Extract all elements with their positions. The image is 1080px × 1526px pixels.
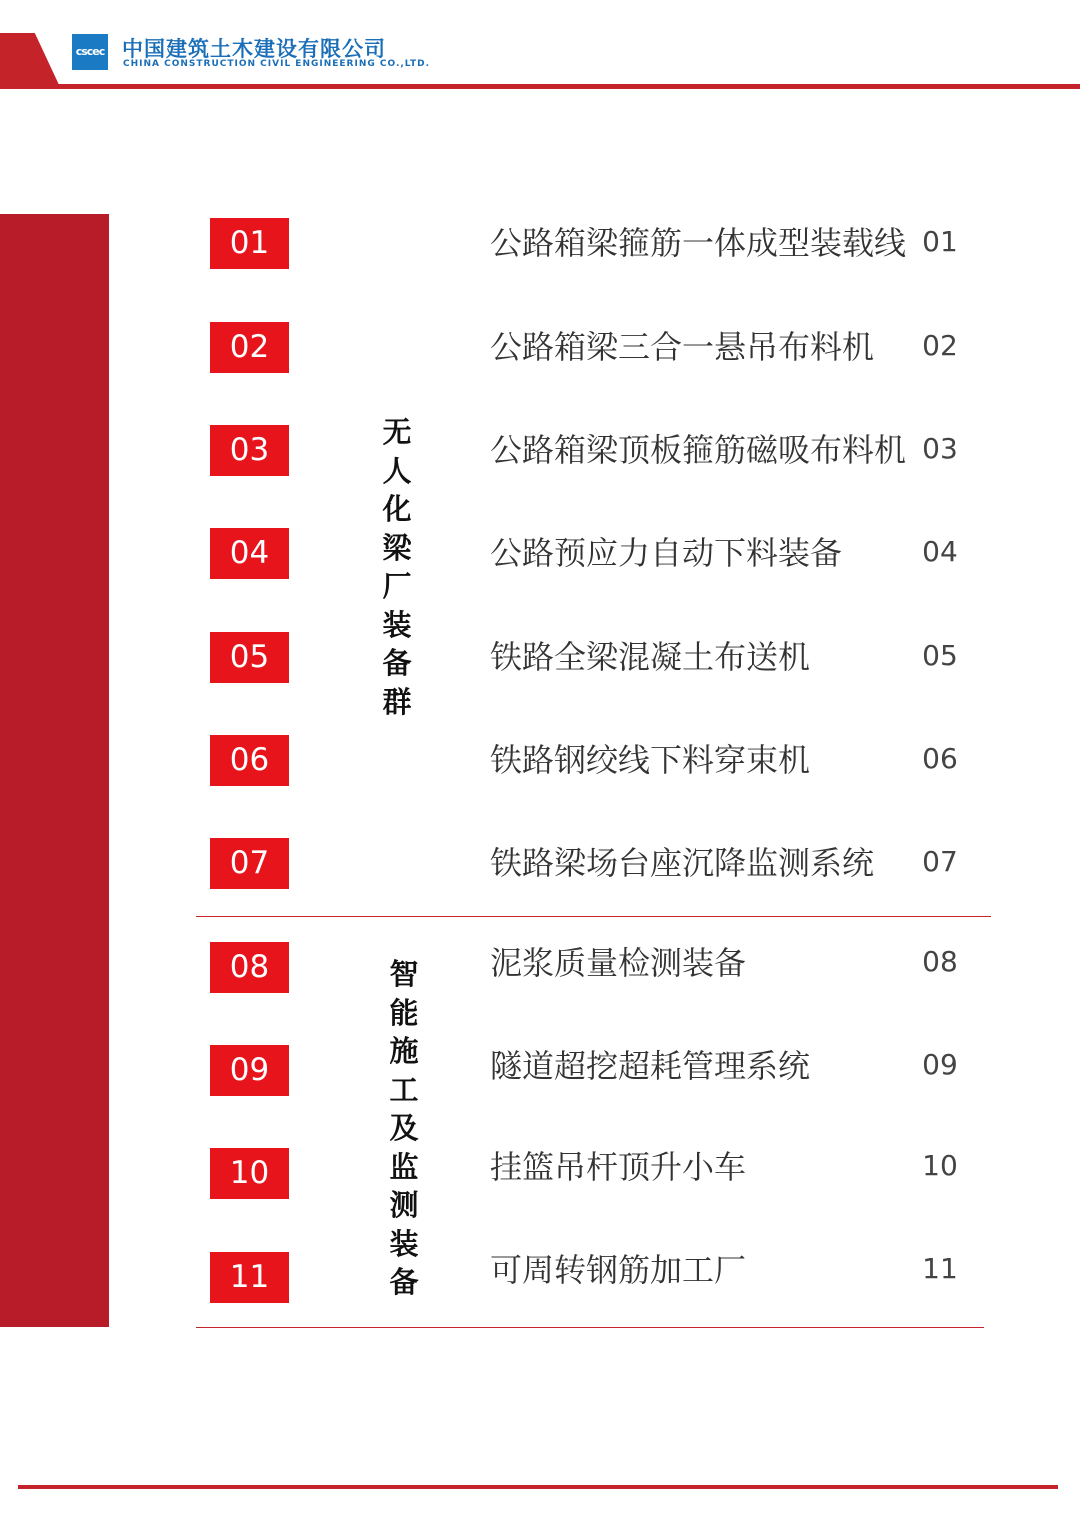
- item-title: 公路箱梁三合一悬吊布料机: [490, 328, 875, 366]
- company-name-cn: 中国建筑土木建设有限公司: [122, 37, 386, 61]
- item-title: 公路预应力自动下料装备: [490, 534, 843, 572]
- group-label-smart-construction: 智能施工及监测装备: [389, 957, 419, 1299]
- item-title: 公路箱梁箍筋一体成型装载线: [490, 224, 907, 262]
- item-page-number: 08: [922, 945, 958, 978]
- item-page-number: 07: [922, 845, 958, 878]
- item-number-badge: 03: [210, 425, 289, 476]
- item-number-badge: 02: [210, 322, 289, 373]
- item-page-number: 01: [922, 225, 958, 258]
- item-title: 铁路全梁混凝土布送机: [490, 638, 811, 676]
- item-number-badge: 01: [210, 218, 289, 269]
- item-number-badge: 09: [210, 1045, 289, 1096]
- item-title: 挂篮吊杆顶升小车: [490, 1148, 747, 1186]
- item-number-badge: 06: [210, 735, 289, 786]
- item-number-badge: 08: [210, 942, 289, 993]
- item-number-badge: 11: [210, 1252, 289, 1303]
- company-logo-icon: cscec: [72, 34, 108, 70]
- group-divider: [196, 916, 991, 917]
- side-decor-panel: [0, 214, 109, 1327]
- item-page-number: 10: [922, 1149, 958, 1182]
- item-page-number: 05: [922, 639, 958, 672]
- item-title: 铁路梁场台座沉降监测系统: [490, 844, 875, 882]
- item-number-badge: 07: [210, 838, 289, 889]
- page-header: [0, 0, 1080, 100]
- item-page-number: 09: [922, 1048, 958, 1081]
- item-page-number: 11: [922, 1252, 958, 1285]
- item-number-badge: 04: [210, 528, 289, 579]
- item-number-badge: 05: [210, 632, 289, 683]
- item-page-number: 03: [922, 432, 958, 465]
- item-title: 泥浆质量检测装备: [490, 944, 747, 982]
- item-page-number: 04: [922, 535, 958, 568]
- item-title: 公路箱梁顶板箍筋磁吸布料机: [490, 431, 907, 469]
- group-label-unmanned: 无人化梁厂装备群: [382, 415, 412, 719]
- footer-rule: [18, 1485, 1058, 1489]
- group-divider: [196, 1327, 984, 1328]
- company-name-en: CHINA CONSTRUCTION CIVIL ENGINEERING CO.,LTD.: [123, 59, 431, 69]
- header-rule: [0, 84, 1080, 89]
- item-page-number: 06: [922, 742, 958, 775]
- item-number-badge: 10: [210, 1148, 289, 1199]
- item-title: 隧道超挖超耗管理系统: [490, 1047, 811, 1085]
- item-title: 可周转钢筋加工厂: [490, 1251, 747, 1289]
- item-page-number: 02: [922, 329, 958, 362]
- item-title: 铁路钢绞线下料穿束机: [490, 741, 811, 779]
- header-accent-tab: [0, 33, 60, 87]
